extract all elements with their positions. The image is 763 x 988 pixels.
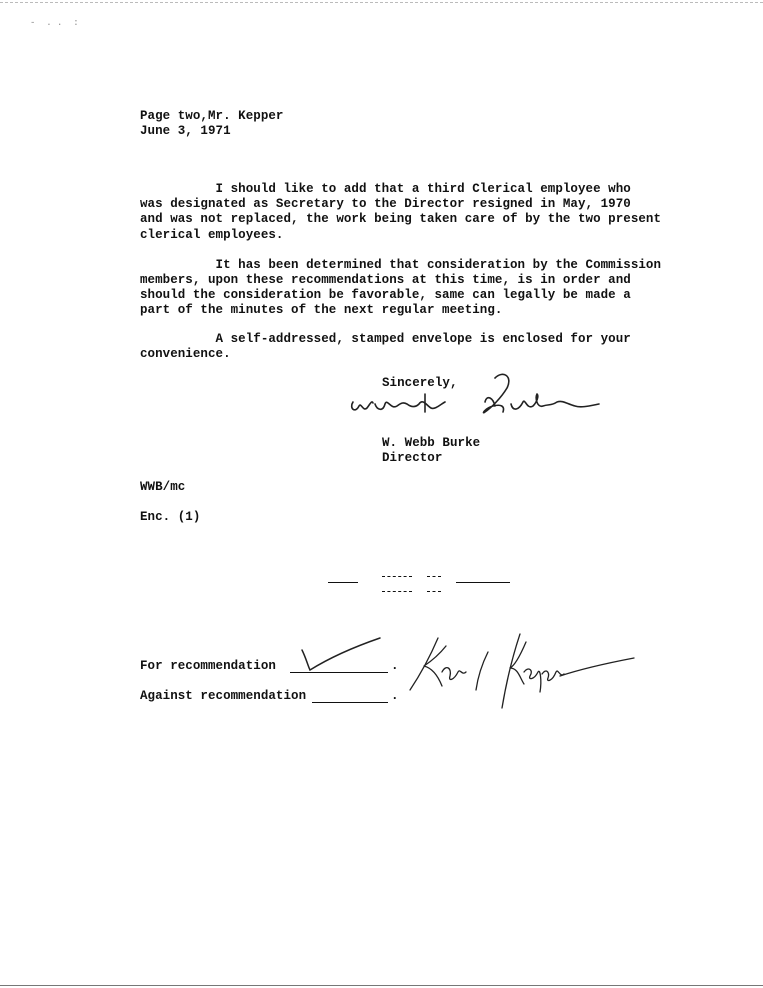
page-header-date: June 3, 1971 <box>140 124 231 138</box>
scan-smudge: - . . : <box>30 18 79 28</box>
paragraph1-line3: and was not replaced, the work being taken care of by the two present <box>140 212 662 226</box>
against-recommendation-period: . <box>391 689 399 703</box>
enclosure-note: Enc. (1) <box>140 510 201 524</box>
paragraph2-line1: It has been determined that consideration by the Commission <box>140 258 662 272</box>
checkmark-icon <box>296 630 396 675</box>
rule-dash <box>456 582 510 583</box>
paragraph1-line1: I should like to add that a third Clerical employee who <box>140 182 631 196</box>
paragraph1-line2: was designated as Secretary to the Director resigned in May, 1970 <box>140 197 631 211</box>
closing-salutation: Sincerely, <box>382 376 458 390</box>
burke-signature <box>345 368 615 423</box>
signatory-name: W. Webb Burke <box>382 436 481 450</box>
for-recommendation-period: . <box>391 659 399 673</box>
signatory-title: Director <box>382 451 443 465</box>
against-recommendation-label: Against recommendation <box>140 689 307 703</box>
rule-dash <box>427 576 441 577</box>
for-recommendation-label: For recommendation <box>140 659 276 673</box>
top-edge-dots <box>0 2 763 3</box>
paragraph1-line4: clerical employees. <box>140 228 284 242</box>
rule-dash <box>427 591 441 592</box>
paragraph3-line2: convenience. <box>140 347 231 361</box>
against-recommendation-blank[interactable] <box>312 702 388 703</box>
rule-dash <box>382 576 412 577</box>
kepper-signature <box>402 628 642 713</box>
rule-dash <box>328 582 358 583</box>
rule-dash <box>382 591 412 592</box>
page-header-line1: Page two,Mr. Kepper <box>140 109 284 123</box>
paragraph3-line1: A self-addressed, stamped envelope is enclosed for your <box>140 332 631 346</box>
bottom-edge-line <box>0 985 763 986</box>
paragraph2-line2: members, upon these recommendations at this time, is in order and <box>140 273 631 287</box>
paragraph2-line4: part of the minutes of the next regular meeting. <box>140 303 503 317</box>
paragraph2-line3: should the consideration be favorable, same can legally be made a <box>140 288 631 302</box>
typist-initials: WWB/mc <box>140 480 186 494</box>
